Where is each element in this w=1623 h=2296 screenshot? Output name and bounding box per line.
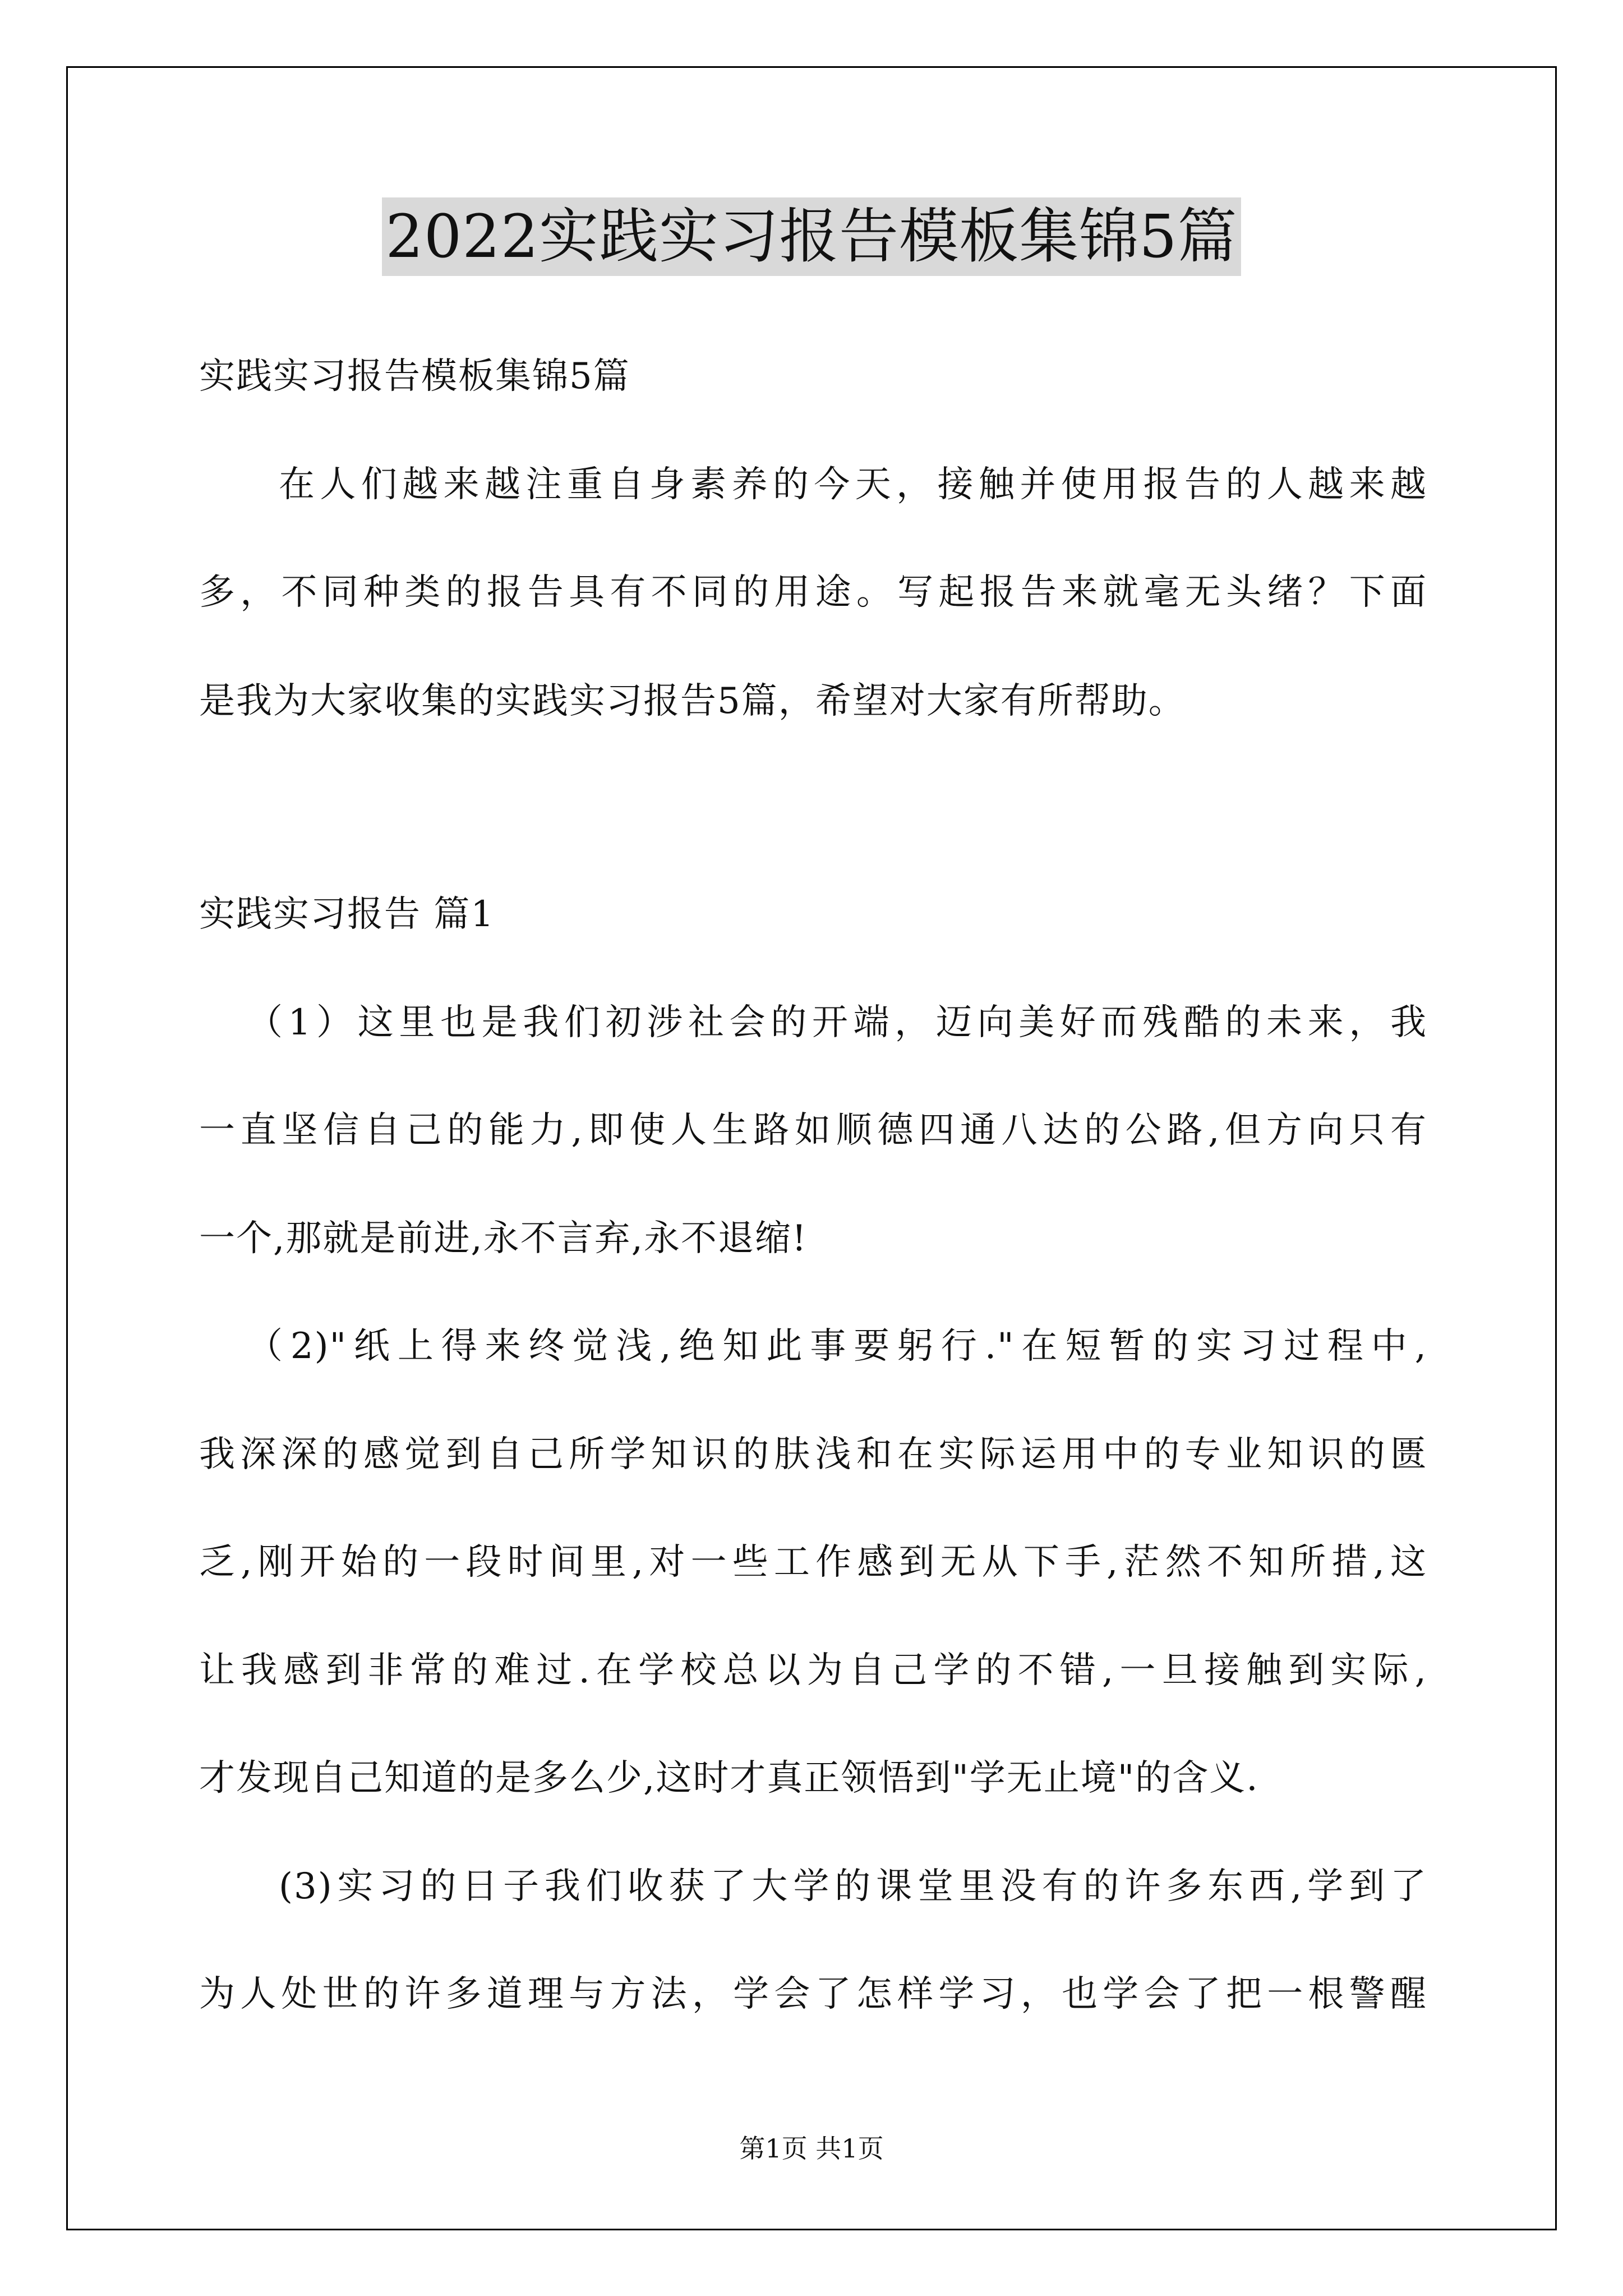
paragraph-line: 多，不同种类的报告具有不同的用途。写起报告来就毫无头绪？下面 (199, 572, 1427, 613)
paragraph-line: （1）这里也是我们初涉社会的开端，迈向美好而残酷的未来，我 (247, 1002, 1427, 1043)
paragraph-line: 才发现自己知道的是多么少,这时才真正领悟到"学无止境"的含义. (199, 1757, 1259, 1799)
paragraph-line: 是我为大家收集的实践实习报告5篇，希望对大家有所帮助。 (199, 680, 1186, 722)
section-heading: 实践实习报告 篇1 (199, 894, 495, 935)
document-subtitle: 实践实习报告模板集锦5篇 (199, 356, 630, 397)
paragraph-line: 在人们越来越注重自身素养的今天，接触并使用报告的人越来越 (279, 464, 1427, 505)
paragraph-line: (3)实习的日子我们收获了大学的课堂里没有的许多东西,学到了 (279, 1866, 1427, 1907)
paragraph-line: 一个,那就是前进,永不言弃,永不退缩! (199, 1218, 808, 1259)
page-footer: 第1页 共1页 (739, 2133, 884, 2164)
paragraph-line: 为人处世的许多道理与方法，学会了怎样学习，也学会了把一根警醒 (199, 1973, 1427, 2015)
paragraph-line: 让我感到非常的难过.在学校总以为自己学的不错,一旦接触到实际, (199, 1650, 1427, 1691)
paragraph-line: 一直坚信自己的能力,即使人生路如顺德四通八达的公路,但方向只有 (199, 1110, 1427, 1151)
paragraph-line: （2)"纸上得来终觉浅,绝知此事要躬行."在短暂的实习过程中, (247, 1326, 1427, 1367)
title-container (0, 197, 1623, 276)
paragraph-line: 乏,刚开始的一段时间里,对一些工作感到无从下手,茫然不知所措,这 (199, 1542, 1427, 1583)
paragraph-line: 我深深的感觉到自己所学知识的肤浅和在实际运用中的专业知识的匮 (199, 1434, 1427, 1475)
document-title: 2022实践实习报告模板集锦5篇 (382, 197, 1241, 276)
